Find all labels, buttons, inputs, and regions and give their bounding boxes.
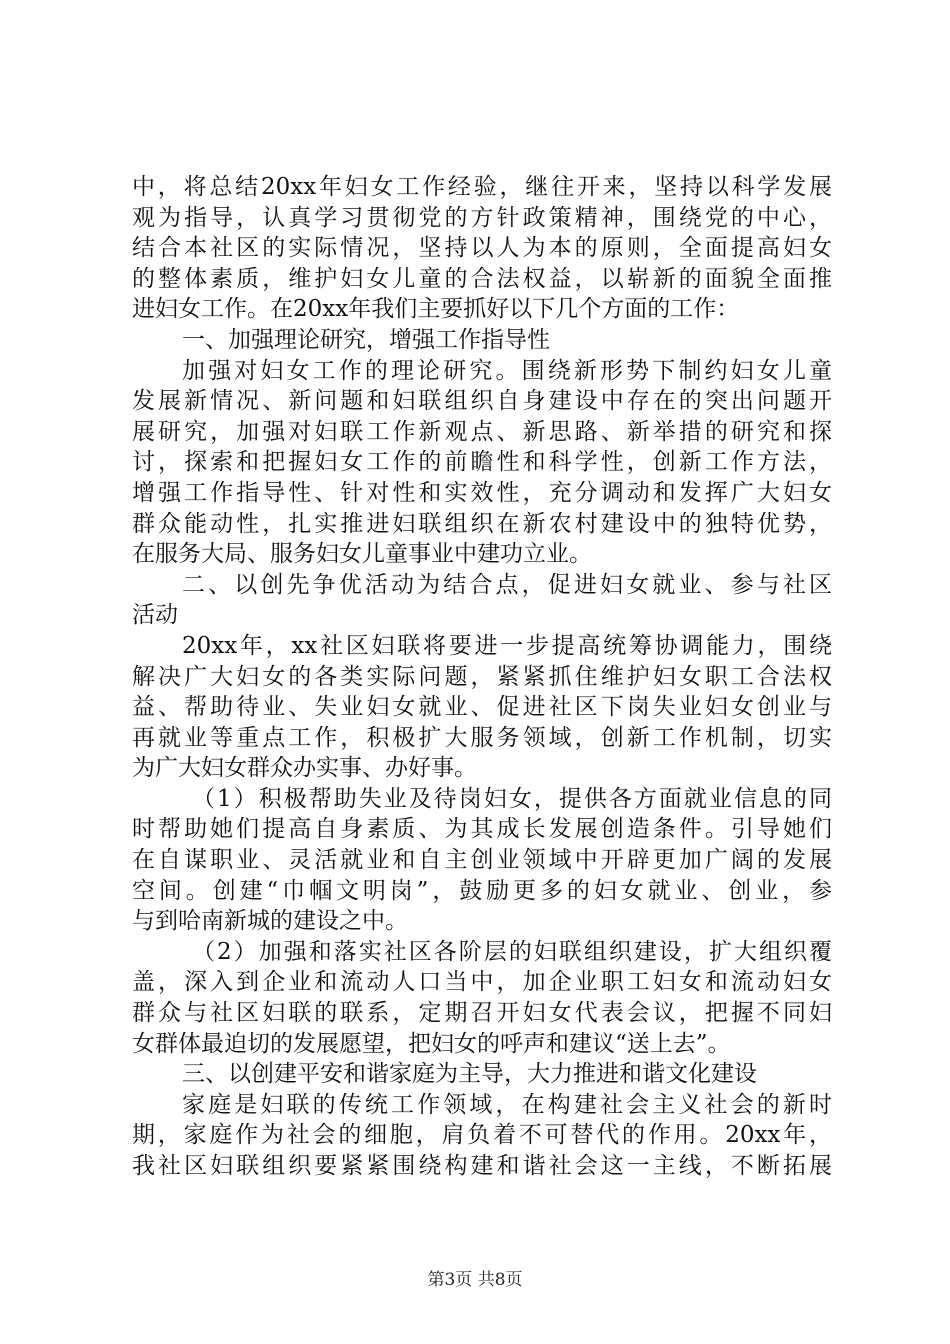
text-line: 我社区妇联组织要紧紧围绕构建和谐社会这一主线，不断拓展 (132, 1153, 832, 1179)
text-line: 女群体最迫切的发展愿望，把妇女的呼声和建议“送上去”。 (132, 1030, 731, 1057)
text-line: 活动 (132, 602, 178, 629)
text-line: 结合本社区的实际情况，坚持以人为本的原则，全面提高妇女 (132, 235, 832, 262)
text-line: 加强对妇女工作的理论研究。围绕新形势下制约妇女儿童 (182, 357, 832, 384)
text-line: （1）积极帮助失业及待岗妇女，提供各方面就业信息的同 (192, 785, 832, 812)
text-line: 进妇女工作。在20xx年我们主要抓好以下几个方面的工作： (132, 296, 740, 323)
text-line: 时帮助她们提高自身素质、为其成长发展创造条件。引导她们 (132, 816, 832, 843)
text-line: 20xx年，xx社区妇联将要进一步提高统筹协调能力，围绕 (182, 632, 832, 659)
text-line: 观为指导，认真学习贯彻党的方针政策精神，围绕党的中心， (132, 204, 832, 231)
text-line: 空间。创建“巾帼文明岗”，鼓励更多的妇女就业、创业，参 (132, 877, 832, 904)
text-line: 群众与社区妇联的联系，定期召开妇女代表会议，把握不同妇 (132, 1000, 832, 1027)
text-line: （2）加强和落实社区各阶层的妇联组织建设，扩大组织覆 (192, 938, 832, 965)
text-line: 二、以创先争优活动为结合点，促进妇女就业、参与社区 (182, 571, 832, 598)
text-line: 中，将总结20xx年妇女工作经验，继往开来，坚持以科学发展 (132, 174, 832, 200)
text-line: 群众能动性，扎实推进妇联组织在新农村建设中的独特优势， (132, 510, 832, 537)
text-line: 在服务大局、服务妇女儿童事业中建功立业。 (132, 541, 592, 568)
body-text (132, 172, 832, 1182)
text-line: 为广大妇女群众办实事、办好事。 (132, 755, 477, 782)
text-line: 家庭是妇联的传统工作领域，在构建社会主义社会的新时 (182, 1091, 832, 1118)
text-line: 再就业等重点工作，积极扩大服务领域，创新工作机制，切实 (132, 724, 832, 751)
text-line: 与到哈南新城的建设之中。 (132, 908, 408, 935)
text-line: 展研究，加强对妇联工作新观点、新思路、新举措的研究和探 (132, 418, 832, 445)
text-line: 三、以创建平安和谐家庭为主导，大力推进和谐文化建设 (182, 1061, 757, 1088)
text-line: 解决广大妇女的各类实际问题，紧紧抓住维护妇女职工合法权 (132, 663, 832, 690)
text-line: 一、加强理论研究，增强工作指导性 (182, 326, 550, 353)
text-line: 盖，深入到企业和流动人口当中，加企业职工妇女和流动妇女 (132, 969, 832, 996)
page-footer: 第3页 共8页 (427, 1270, 523, 1290)
text-line: 期，家庭作为社会的细胞，肩负着不可替代的作用。20xx年， (132, 1122, 832, 1149)
text-line: 讨，探索和把握妇女工作的前瞻性和科学性，创新工作方法， (132, 449, 832, 476)
text-line: 的整体素质，维护妇女儿童的合法权益，以崭新的面貌全面推 (132, 265, 832, 292)
text-line: 在自谋职业、灵活就业和自主创业领域中开辟更加广阔的发展 (132, 847, 832, 874)
text-line: 增强工作指导性、针对性和实效性，充分调动和发挥广大妇女 (132, 479, 832, 506)
text-line: 益、帮助待业、失业妇女就业、促进社区下岗失业妇女创业与 (132, 694, 832, 721)
text-line: 发展新情况、新问题和妇联组织自身建设中存在的突出问题开 (132, 388, 832, 415)
